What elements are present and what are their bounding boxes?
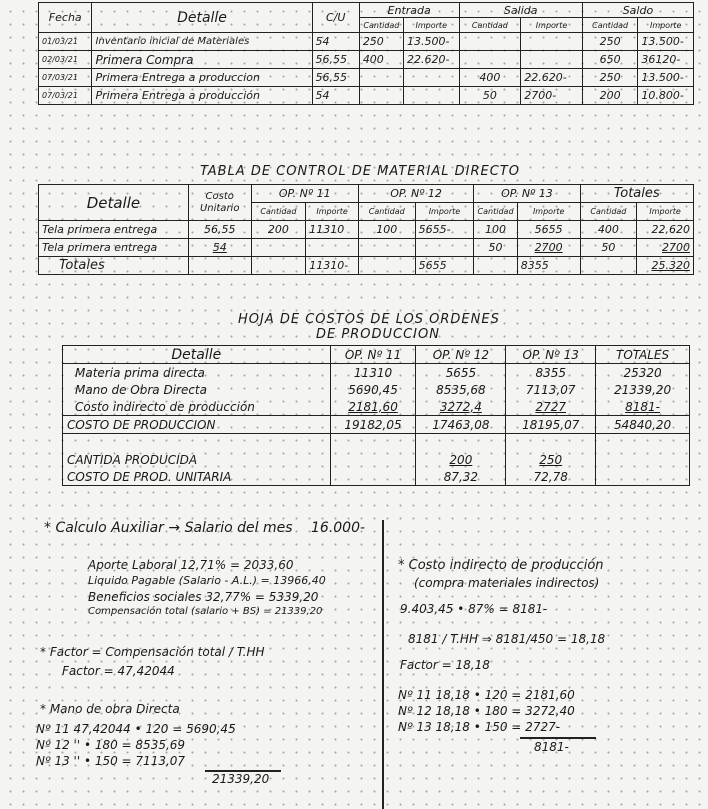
cell-op11: 11310 [330, 364, 416, 382]
cell-sdo-cant: 200 [582, 87, 638, 105]
cip-subtitle: (compra materiales indirectos) [414, 576, 600, 590]
factor-value: Factor = 47,42044 [62, 664, 175, 678]
col-fecha: Fecha [39, 3, 92, 33]
cell-i11: 11310 [306, 221, 359, 239]
cell-detalle: CANTIDA PRODUCIDA [63, 451, 331, 468]
cip-factor-calc: 8181 / T.HH ⇒ 8181/450 = 18,18 [408, 632, 606, 646]
totals-row [39, 257, 694, 275]
star-icon: * [44, 520, 51, 536]
mod-title: * Mano de obra Directa [40, 702, 180, 716]
cell-sdo-imp: 13.500- [638, 33, 694, 51]
cell-tot-it: 25.320 [637, 257, 694, 275]
sub-cantidad: Cantidad [459, 18, 521, 33]
cell-op12: 8535,68 [416, 381, 506, 398]
cell-op13: 250 [506, 451, 596, 468]
sub-importe: Importe [637, 203, 694, 221]
cell-detalle: Mano de Obra Directa [63, 381, 331, 398]
cell-op13: 2727 [506, 398, 596, 416]
cell-op11: 19182,05 [330, 416, 416, 434]
cell-it: 2700 [637, 239, 694, 257]
cell-sdo-cant: 250 [582, 69, 638, 87]
cell-op13: 8355 [506, 364, 596, 382]
cell-ent-cant: 250 [359, 33, 403, 51]
compensacion-line: Compensación total (salario + BS) = 21339,20 [88, 606, 323, 617]
col-totales: Totales [580, 185, 693, 203]
salary-label: Salario del mes [184, 520, 293, 536]
cell-ent-imp: 13.500- [404, 33, 460, 51]
col-totales: TOTALES [596, 346, 690, 364]
cell-tot: 8181- [596, 398, 690, 416]
cost-sheet-subtitle: DE PRODUCCION [316, 327, 440, 342]
cip-calc: 9.403,45 • 87% = 8181- [400, 602, 548, 616]
col-op11: OP. Nº 11 [330, 346, 416, 364]
cell-op13: 18195,07 [506, 416, 596, 434]
cell-detalle: COSTO DE PRODUCCION [63, 416, 331, 434]
cell-detalle: Costo indirecto de producción [63, 398, 331, 416]
sub-importe: Importe [404, 18, 460, 33]
cell-ent-cant [359, 69, 403, 87]
table-row [39, 33, 694, 51]
col-detalle: Detalle [63, 346, 331, 364]
cell-tot-i12: 5655 [415, 257, 474, 275]
cell-sal-cant: 50 [459, 87, 521, 105]
cell-cu: 56,55 [188, 221, 251, 239]
col-op12: OP. Nº 12 [358, 185, 473, 203]
cell-op12: 87,32 [416, 468, 506, 486]
production-cost-sheet [62, 345, 690, 486]
cell-i12 [415, 239, 474, 257]
sub-importe: Importe [521, 18, 583, 33]
cell-ent-imp [404, 69, 460, 87]
cell-sdo-imp: 10.800- [638, 87, 694, 105]
cip-line-13: Nº 13 18,18 • 150 = 2727- [398, 720, 561, 734]
cell-sdo-cant: 250 [582, 33, 638, 51]
cell-tot: 25320 [596, 364, 690, 382]
cell-ent-cant: 400 [359, 51, 403, 69]
col-op13: OP. Nº 13 [474, 185, 580, 203]
cell-sdo-imp: 13.500- [638, 69, 694, 87]
sub-importe: Importe [638, 18, 694, 33]
cell-i11 [306, 239, 359, 257]
spacer-row [63, 434, 690, 452]
table-row [39, 51, 694, 69]
cell-detalle: Tela primera entrega [39, 239, 189, 257]
control-table-title: TABLA DE CONTROL DE MATERIAL DIRECTO [200, 164, 520, 179]
cell-sal-imp: 22.620- [521, 69, 583, 87]
col-costo-unitario: Costo Unitario [188, 185, 251, 221]
col-op11: OP. Nº 11 [251, 185, 358, 203]
cell-fecha: 07/03/21 [39, 87, 92, 105]
cell-cu: 56,55 [312, 51, 359, 69]
cell-tot: 21339,20 [596, 381, 690, 398]
mod-line-12: Nº 12 '' • 180 = 8535,69 [36, 738, 186, 752]
cell-ent-imp [404, 87, 460, 105]
mod-total: 21339,20 [212, 772, 270, 786]
table-row [39, 239, 694, 257]
cell-ct: 400 [580, 221, 637, 239]
sub-cantidad: Cantidad [359, 18, 403, 33]
cell-op12: 17463,08 [416, 416, 506, 434]
cell-ent-cant [359, 87, 403, 105]
cip-line-12: Nº 12 18,18 • 180 = 3272,40 [398, 704, 575, 718]
cell-cu: 54 [312, 87, 359, 105]
sub-importe: Importe [415, 203, 474, 221]
cell-fecha: 01/03/21 [39, 33, 92, 51]
cell-sal-imp [521, 51, 583, 69]
sub-cantidad: Cantidad [474, 203, 518, 221]
cell-sdo-cant: 650 [582, 51, 638, 69]
cell-ct: 50 [580, 239, 637, 257]
cell-totales-label: Totales [39, 257, 189, 275]
cell-sal-imp: 2700- [521, 87, 583, 105]
cell-detalle: Primera Entrega a produccion [92, 69, 312, 87]
col-saldo: Saldo [582, 3, 693, 18]
cell-i13: 5655 [517, 221, 580, 239]
factor-title: * Factor = Compensación total / T.HH [40, 645, 265, 659]
cell-op11: 5690,45 [330, 381, 416, 398]
table-row [63, 364, 690, 382]
cost-sheet-title: HOJA DE COSTOS DE LOS ORDENES [238, 312, 500, 327]
table-row [39, 69, 694, 87]
sub-cantidad: Cantidad [358, 203, 415, 221]
sub-importe: Importe [306, 203, 359, 221]
cell-c12 [358, 239, 415, 257]
cell-c11 [251, 239, 306, 257]
cell-sal-cant [459, 51, 521, 69]
beneficios-line: Beneficios sociales 32,77% = 5339,20 [88, 590, 319, 604]
col-detalle: Detalle [92, 3, 312, 33]
qty-row [63, 451, 690, 468]
cell-fecha: 02/03/21 [39, 51, 92, 69]
mod-line-11: Nº 11 47,42044 • 120 = 5690,45 [36, 722, 236, 736]
sub-cantidad: Cantidad [580, 203, 637, 221]
cell-op11: 2181,60 [330, 398, 416, 416]
cip-title: * Costo indirecto de producción [398, 558, 604, 573]
cell-sdo-imp: 36120- [638, 51, 694, 69]
col-detalle: Detalle [39, 185, 189, 221]
cell-tot: 54840,20 [596, 416, 690, 434]
cell-i12: 5655- [415, 221, 474, 239]
unit-cost-row [63, 468, 690, 486]
col-cu: C/U [312, 3, 359, 33]
cell-sal-cant [459, 33, 521, 51]
cell-ent-imp: 22.620- [404, 51, 460, 69]
cell-c11: 200 [251, 221, 306, 239]
aporte-line: Aporte Laboral 12,71% = 2033,60 [88, 558, 294, 572]
cell-tot-i13: 8355 [517, 257, 580, 275]
cell-c13: 100 [474, 221, 518, 239]
material-control-table [38, 184, 694, 275]
cell-cu: 56,55 [312, 69, 359, 87]
cip-sum-rule [520, 737, 596, 739]
cell-detalle: Primera Compra [92, 51, 312, 69]
table-row [39, 221, 694, 239]
cell-op12: 3272,4 [416, 398, 506, 416]
cell-detalle: COSTO DE PROD. UNITARIA [63, 468, 331, 486]
sub-importe: Importe [517, 203, 580, 221]
table-row [39, 87, 694, 105]
cell-detalle: Materia prima directa [63, 364, 331, 382]
cell-c12: 100 [358, 221, 415, 239]
column-divider [382, 520, 384, 809]
table-row [63, 381, 690, 398]
cell-op12: 5655 [416, 364, 506, 382]
mod-line-13: Nº 13 '' • 150 = 7113,07 [36, 754, 186, 768]
materials-movement-table [38, 2, 694, 105]
sub-cantidad: Cantidad [251, 203, 306, 221]
table-row [63, 398, 690, 416]
liquido-line: Liquido Pagable (Salario - A.L.) = 13966,40 [88, 574, 326, 587]
col-salida: Salida [459, 3, 582, 18]
cell-fecha: 07/03/21 [39, 69, 92, 87]
sub-cantidad: Cantidad [582, 18, 638, 33]
cell-i13: 2700 [517, 239, 580, 257]
cell-op12: 200 [416, 451, 506, 468]
cip-total: 8181- [534, 740, 569, 754]
total-cost-row [63, 416, 690, 434]
aux-heading-text: Calculo Auxiliar [55, 520, 164, 536]
cell-detalle: Inventario inicial de Materiales [92, 33, 312, 51]
cell-cu: 54 [312, 33, 359, 51]
cip-line-11: Nº 11 18,18 • 120 = 2181,60 [398, 688, 575, 702]
cell-detalle: Tela primera entrega [39, 221, 189, 239]
col-entrada: Entrada [359, 3, 459, 18]
cell-it: 22,620 [637, 221, 694, 239]
col-op13: OP. Nº 13 [506, 346, 596, 364]
salary-value: 16.000- [311, 520, 366, 536]
cell-tot-i11: 11310- [306, 257, 359, 275]
cell-cu: 54 [188, 239, 251, 257]
aux-heading [44, 520, 365, 536]
cell-detalle: Primera Entrega a producción [92, 87, 312, 105]
cell-op13: 72,78 [506, 468, 596, 486]
arrow-icon: → [168, 520, 181, 536]
cell-sal-imp [521, 33, 583, 51]
cell-op13: 7113,07 [506, 381, 596, 398]
cip-factor: Factor = 18,18 [400, 658, 490, 672]
cell-sal-cant: 400 [459, 69, 521, 87]
col-op12: OP. Nº 12 [416, 346, 506, 364]
cell-c13: 50 [474, 239, 518, 257]
